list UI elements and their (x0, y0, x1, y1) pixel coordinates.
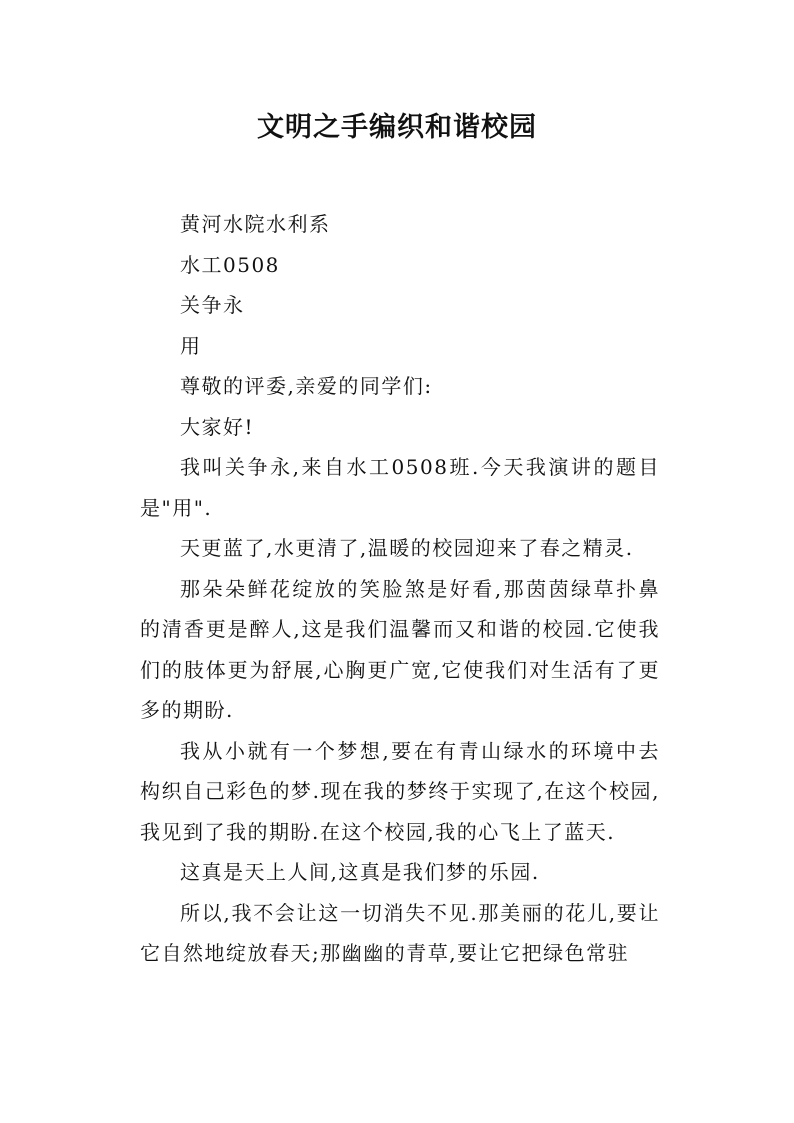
paragraph-dream: 我从小就有一个梦想,要在有青山绿水的环境中去构织自己彩色的梦.现在我的梦终于实现了,在这个校园,我见到了我的期盼.在这个校园,我的心飞上了蓝天. (140, 738, 660, 844)
paragraph-protect: 所以,我不会让这一切消失不见.那美丽的花儿,要让它自然地绽放春天;那幽幽的青草,要让它把绿色常驻 (140, 900, 660, 965)
paragraph-topic: 用 (180, 333, 202, 358)
paragraph-introduction: 我叫关争永,来自水工0508班.今天我演讲的题目是"用". (140, 455, 660, 520)
document-title: 文明之手编织和谐校园 (257, 112, 537, 143)
paragraph-greeting-judges: 尊敬的评委,亲爱的同学们: (180, 374, 433, 398)
paragraph-greeting-all: 大家好! (180, 414, 255, 439)
paragraph-campus-beauty: 那朵朵鲜花绽放的笑脸煞是好看,那茵茵绿草扑鼻的清香更是醉人,这是我们温馨而又和谐的校园.它使我们的肢体更为舒展,心胸更广宽,它使我们对生活有了更多的期盼. (140, 576, 660, 722)
document-body (140, 204, 660, 974)
paragraph-department: 黄河水院水利系 (180, 212, 331, 236)
paragraph-paradise: 这真是天上人间,这真是我们梦的乐园. (180, 860, 540, 884)
paragraph-author: 关争永 (180, 293, 245, 317)
paragraph-class: 水工0508 (180, 252, 280, 277)
paragraph-spring: 天更蓝了,水更清了,温暖的校园迎来了春之精灵. (180, 536, 634, 560)
